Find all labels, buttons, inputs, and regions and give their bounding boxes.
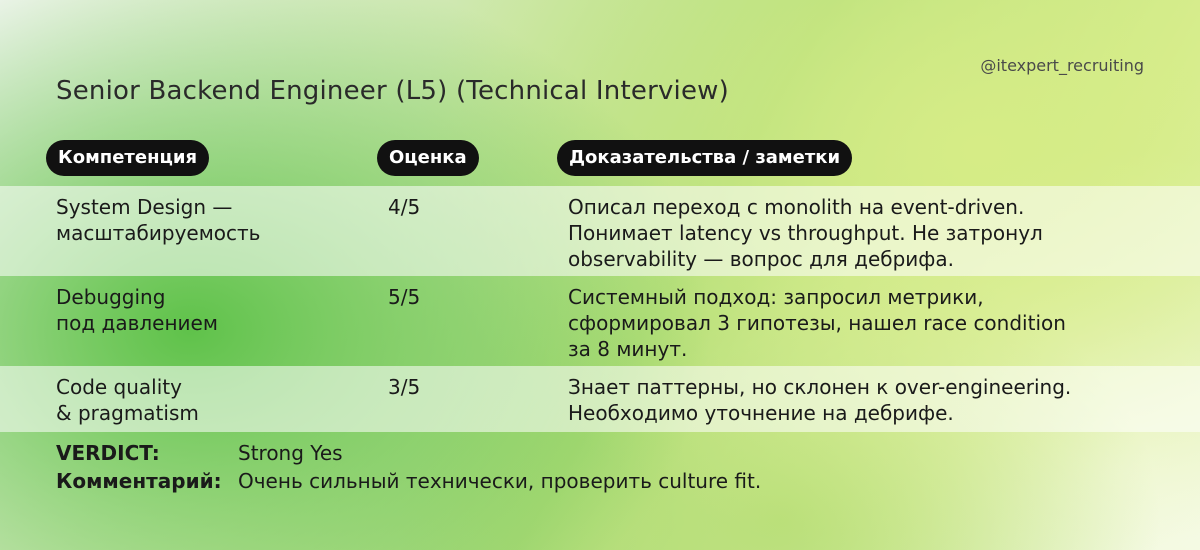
verdict-line [56,440,343,466]
competency-cell: Code quality & pragmatism [56,375,199,425]
page-title: Senior Backend Engineer (L5) (Technical Interview) [56,76,729,106]
column-header-score: Оценка [377,140,479,176]
score-cell: 3/5 [388,375,421,399]
table-row [0,366,1200,432]
comment-label: Комментарий: [56,469,222,493]
comment-value: Очень сильный технически, проверить culture fit. [238,469,762,493]
score-cell: 4/5 [388,195,421,219]
verdict-label: VERDICT: [56,441,160,465]
evidence-cell: Знает паттерны, но склонен к over-engineering. Необходимо уточнение на дебрифе. [568,375,1072,425]
author-handle: @itexpert_recruiting [980,56,1144,75]
column-header-evidence: Доказательства / заметки [557,140,852,176]
competency-cell: Debugging под давлением [56,285,218,335]
score-cell: 5/5 [388,285,421,309]
comment-line [56,468,761,494]
table-row [0,276,1200,366]
table-row [0,186,1200,276]
evidence-cell: Системный подход: запросил метрики, сформировал 3 гипотезы, нашел race condition за 8 минут. [568,285,1066,361]
column-header-competency: Компетенция [46,140,209,176]
verdict-value: Strong Yes [238,441,343,465]
evidence-cell: Описал переход с monolith на event-driven. Понимает latency vs throughput. Не затронул observability — вопрос для дебрифа. [568,195,1043,271]
competency-cell: System Design — масштабируемость [56,195,261,245]
